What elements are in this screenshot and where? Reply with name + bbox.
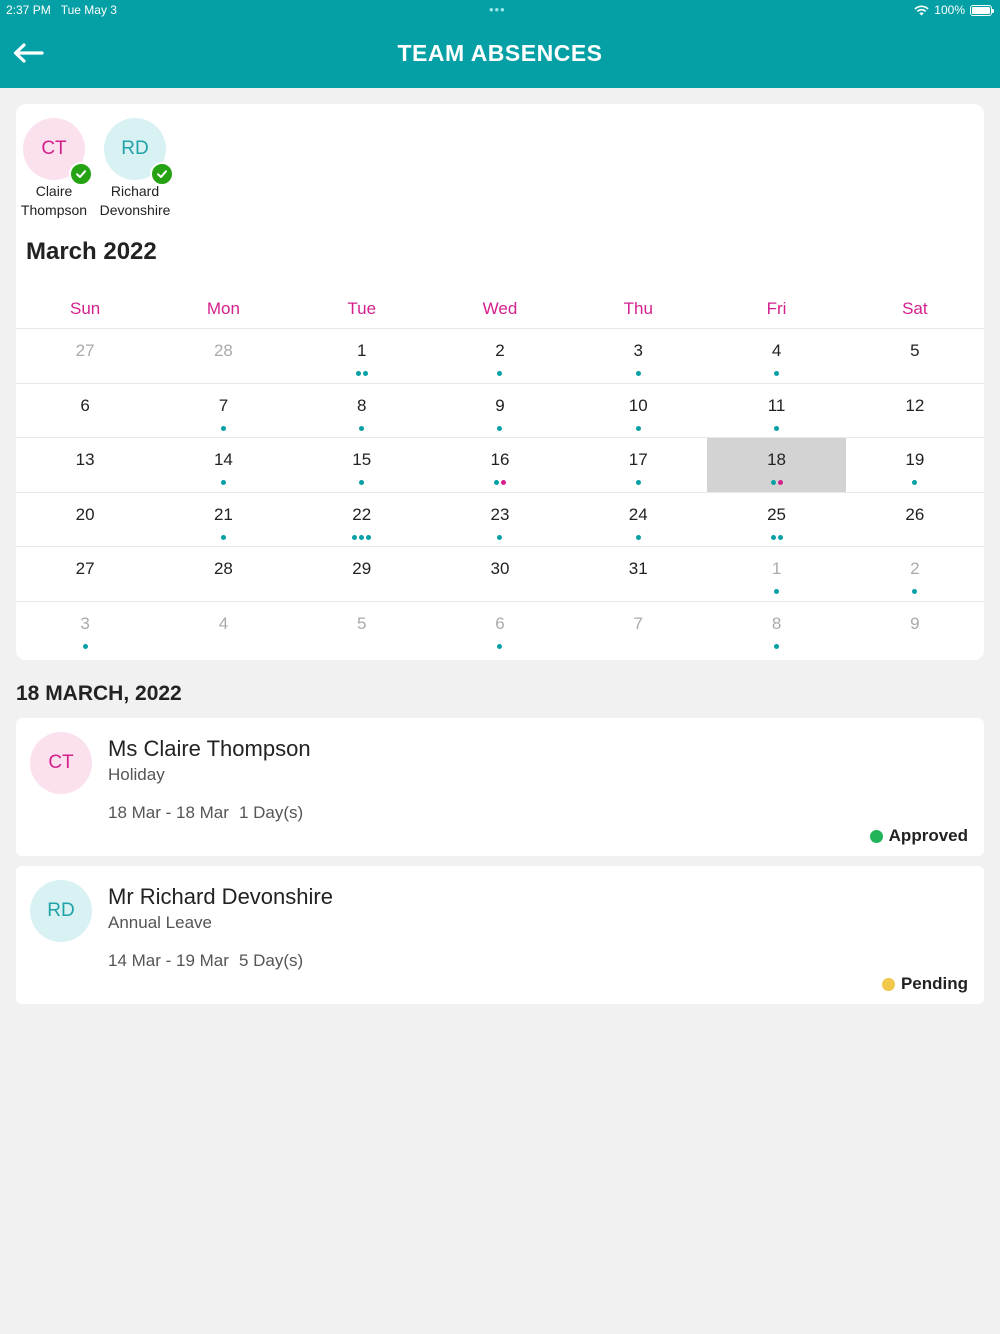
calendar-day[interactable] <box>16 329 154 383</box>
absence-dot <box>778 535 783 540</box>
check-icon <box>150 162 174 186</box>
calendar-week <box>16 547 984 602</box>
calendar-day[interactable] <box>16 602 154 657</box>
calendar-day[interactable] <box>431 329 569 383</box>
calendar-day[interactable] <box>569 493 707 547</box>
avatar-initials: RD <box>47 900 75 921</box>
day-number: 22 <box>352 504 372 524</box>
absence-dot <box>221 426 226 431</box>
calendar-day[interactable] <box>16 438 154 492</box>
absence-dot <box>221 535 226 540</box>
employee-name: Ms Claire Thompson <box>108 736 311 761</box>
absence-card[interactable] <box>16 866 984 1004</box>
absence-indicator <box>569 371 707 376</box>
day-count: 1 Day(s) <box>238 803 304 822</box>
calendar-week <box>16 329 984 384</box>
absence-dot <box>636 426 641 431</box>
calendar-day[interactable] <box>293 438 431 492</box>
calendar-day[interactable] <box>154 329 292 383</box>
avatar-initials: CT <box>41 138 67 159</box>
calendar-day[interactable] <box>431 602 569 657</box>
calendar-day[interactable] <box>846 602 984 657</box>
day-number: 24 <box>628 504 648 524</box>
status-label: Approved <box>888 826 968 845</box>
multitasking-dots[interactable]: ••• <box>489 2 506 17</box>
team-member-richard[interactable] <box>95 118 175 220</box>
day-number: 19 <box>905 450 925 469</box>
absence-indicator <box>569 426 707 431</box>
member-name: Claire Thompson <box>20 183 88 218</box>
member-name: Richard Devonshire <box>99 183 171 218</box>
absence-dot <box>366 535 371 540</box>
absence-dates <box>108 803 303 823</box>
absence-dot <box>359 480 364 485</box>
day-number: 23 <box>490 504 510 524</box>
calendar-week <box>16 602 984 657</box>
weekday-thu: Thu <box>623 299 653 318</box>
wifi-icon <box>914 5 929 16</box>
calendar-day[interactable] <box>707 602 845 657</box>
absence-dot <box>774 644 779 649</box>
day-number: 17 <box>628 450 648 469</box>
day-number: 29 <box>352 559 372 578</box>
day-number: 5 <box>356 613 367 633</box>
calendar-day[interactable] <box>293 384 431 438</box>
absence-indicator <box>293 480 431 485</box>
absence-type: Holiday <box>108 765 165 784</box>
weekday-tue: Tue <box>347 299 377 318</box>
calendar-day[interactable] <box>707 384 845 438</box>
absence-dot <box>912 480 917 485</box>
absence-dot <box>636 371 641 376</box>
absence-indicator <box>293 535 431 540</box>
absence-indicator <box>293 426 431 431</box>
calendar-day[interactable] <box>154 384 292 438</box>
day-number: 4 <box>218 613 229 633</box>
calendar-day[interactable] <box>846 329 984 383</box>
calendar-day[interactable] <box>569 384 707 438</box>
team-member-claire[interactable] <box>14 118 94 220</box>
day-number: 12 <box>905 395 925 415</box>
status-right <box>914 3 992 17</box>
absence-indicator <box>431 371 569 376</box>
status-label: Pending <box>900 974 968 993</box>
absence-indicator <box>431 535 569 540</box>
calendar-day[interactable] <box>707 493 845 547</box>
day-count: 5 Day(s) <box>238 951 304 970</box>
absence-indicator <box>569 535 707 540</box>
absence-indicator <box>293 371 431 376</box>
absence-dot <box>497 535 502 540</box>
absence-dot <box>912 589 917 594</box>
absence-indicator <box>846 589 984 594</box>
day-number: 18 <box>767 450 786 469</box>
avatar-initials: CT <box>48 752 74 773</box>
absence-dot <box>497 426 502 431</box>
absence-indicator <box>707 644 845 649</box>
calendar-day[interactable] <box>569 602 707 657</box>
calendar-day[interactable] <box>431 438 569 492</box>
calendar-day[interactable] <box>154 438 292 492</box>
page-title: TEAM ABSENCES <box>397 40 603 66</box>
battery-percent: 100% <box>934 3 965 17</box>
status-dot <box>882 978 895 991</box>
day-number: 30 <box>490 559 510 578</box>
day-number: 25 <box>767 504 786 524</box>
day-number: 28 <box>213 559 233 578</box>
calendar-day[interactable] <box>16 384 154 438</box>
date-range: 14 Mar - 19 Mar <box>108 951 229 970</box>
absence-dot <box>778 480 783 485</box>
selected-date-heading: 18 MARCH, 2022 <box>16 682 182 705</box>
day-number: 16 <box>490 450 510 469</box>
calendar-day[interactable] <box>707 329 845 383</box>
day-number: 28 <box>213 341 233 360</box>
day-number: 6 <box>80 395 90 415</box>
calendar-day[interactable] <box>16 493 154 547</box>
weekday-wed: Wed <box>482 299 518 318</box>
calendar-day[interactable] <box>431 384 569 438</box>
avatar-initials: RD <box>121 138 149 159</box>
absence-dot <box>771 480 776 485</box>
day-number: 15 <box>352 450 372 469</box>
absence-dot <box>636 535 641 540</box>
day-number: 27 <box>75 559 95 578</box>
day-number: 3 <box>633 341 643 360</box>
status-time: 2:37 PM Tue May 3 <box>6 3 117 17</box>
calendar-grid <box>16 329 984 656</box>
absence-dates <box>108 951 303 971</box>
calendar-day[interactable] <box>154 547 292 601</box>
calendar-day[interactable] <box>846 493 984 547</box>
month-title: March 2022 <box>26 238 157 265</box>
day-number: 14 <box>213 450 233 469</box>
calendar-day[interactable] <box>569 438 707 492</box>
absence-indicator <box>707 535 845 540</box>
absence-dot <box>363 371 368 376</box>
absence-dot <box>83 644 88 649</box>
day-number: 3 <box>80 613 90 633</box>
weekday-sat: Sat <box>902 299 928 318</box>
absence-dot <box>356 371 361 376</box>
calendar-day[interactable] <box>569 547 707 601</box>
absence-dot <box>494 480 499 485</box>
day-number: 20 <box>75 504 95 524</box>
day-number: 4 <box>771 341 782 360</box>
day-number: 26 <box>905 504 925 524</box>
calendar-week <box>16 493 984 548</box>
day-number: 6 <box>495 613 505 633</box>
absence-indicator <box>431 644 569 649</box>
day-number: 7 <box>633 613 643 633</box>
calendar-day[interactable] <box>154 602 292 657</box>
calendar-day-selected[interactable] <box>707 438 845 492</box>
day-number: 8 <box>771 613 782 633</box>
day-number: 2 <box>495 341 505 360</box>
calendar-day[interactable] <box>846 384 984 438</box>
absence-indicator <box>707 589 845 594</box>
absence-dot <box>636 480 641 485</box>
absence-indicator <box>154 480 292 485</box>
day-number: 10 <box>628 395 648 415</box>
absence-dot <box>774 371 779 376</box>
calendar-week <box>16 438 984 493</box>
absence-indicator <box>431 480 569 485</box>
calendar-day[interactable] <box>293 602 431 657</box>
calendar-day[interactable] <box>293 493 431 547</box>
absence-card[interactable] <box>16 718 984 856</box>
calendar-card <box>16 104 984 660</box>
battery-icon <box>970 5 992 16</box>
avatar <box>30 732 92 794</box>
calendar-day[interactable] <box>707 547 845 601</box>
weekday-fri: Fri <box>766 299 787 318</box>
absence-indicator <box>154 535 292 540</box>
weekday-sun: Sun <box>70 299 101 318</box>
absence-dot <box>774 589 779 594</box>
calendar-week <box>16 384 984 439</box>
absence-dot <box>221 480 226 485</box>
absence-indicator <box>707 426 845 431</box>
day-number: 2 <box>910 559 920 578</box>
absence-indicator <box>707 480 845 485</box>
day-number: 21 <box>213 504 233 524</box>
day-number: 27 <box>75 341 95 360</box>
absence-type: Annual Leave <box>108 913 212 932</box>
day-number: 1 <box>356 341 367 360</box>
day-number: 8 <box>356 395 367 415</box>
weekday-header <box>16 294 984 329</box>
day-number: 11 <box>767 395 786 415</box>
day-number: 7 <box>218 395 229 415</box>
calendar-day[interactable] <box>846 547 984 601</box>
day-number: 5 <box>910 341 920 360</box>
status-badge <box>882 974 968 994</box>
absence-dot <box>359 535 364 540</box>
date-range: 18 Mar - 18 Mar <box>108 803 229 822</box>
avatar <box>30 880 92 942</box>
absence-indicator <box>16 644 154 649</box>
calendar-day[interactable] <box>569 329 707 383</box>
absence-indicator <box>707 371 845 376</box>
calendar-day[interactable] <box>16 547 154 601</box>
avatar <box>23 118 85 180</box>
absence-indicator <box>154 426 292 431</box>
calendar-day[interactable] <box>846 438 984 492</box>
absence-indicator <box>846 480 984 485</box>
absence-dot <box>497 644 502 649</box>
avatar <box>104 118 166 180</box>
day-number: 31 <box>628 559 648 578</box>
absence-dot <box>771 535 776 540</box>
calendar-day[interactable] <box>293 547 431 601</box>
calendar-day[interactable] <box>154 493 292 547</box>
weekday-mon: Mon <box>206 299 240 318</box>
absence-indicator <box>569 480 707 485</box>
absence-dot <box>497 371 502 376</box>
calendar-day[interactable] <box>431 493 569 547</box>
day-number: 9 <box>910 613 920 633</box>
absence-dot <box>352 535 357 540</box>
calendar-day[interactable] <box>431 547 569 601</box>
day-number: 9 <box>495 395 505 415</box>
employee-name: Mr Richard Devonshire <box>108 884 333 909</box>
status-badge <box>870 826 968 846</box>
absence-dot <box>359 426 364 431</box>
absence-dot <box>774 426 779 431</box>
calendar-day[interactable] <box>293 329 431 383</box>
absence-dot <box>501 480 506 485</box>
day-number: 13 <box>75 450 95 469</box>
check-icon <box>69 162 93 186</box>
day-number: 1 <box>771 559 782 578</box>
status-dot <box>870 830 883 843</box>
absence-indicator <box>431 426 569 431</box>
app-header <box>0 0 1000 88</box>
